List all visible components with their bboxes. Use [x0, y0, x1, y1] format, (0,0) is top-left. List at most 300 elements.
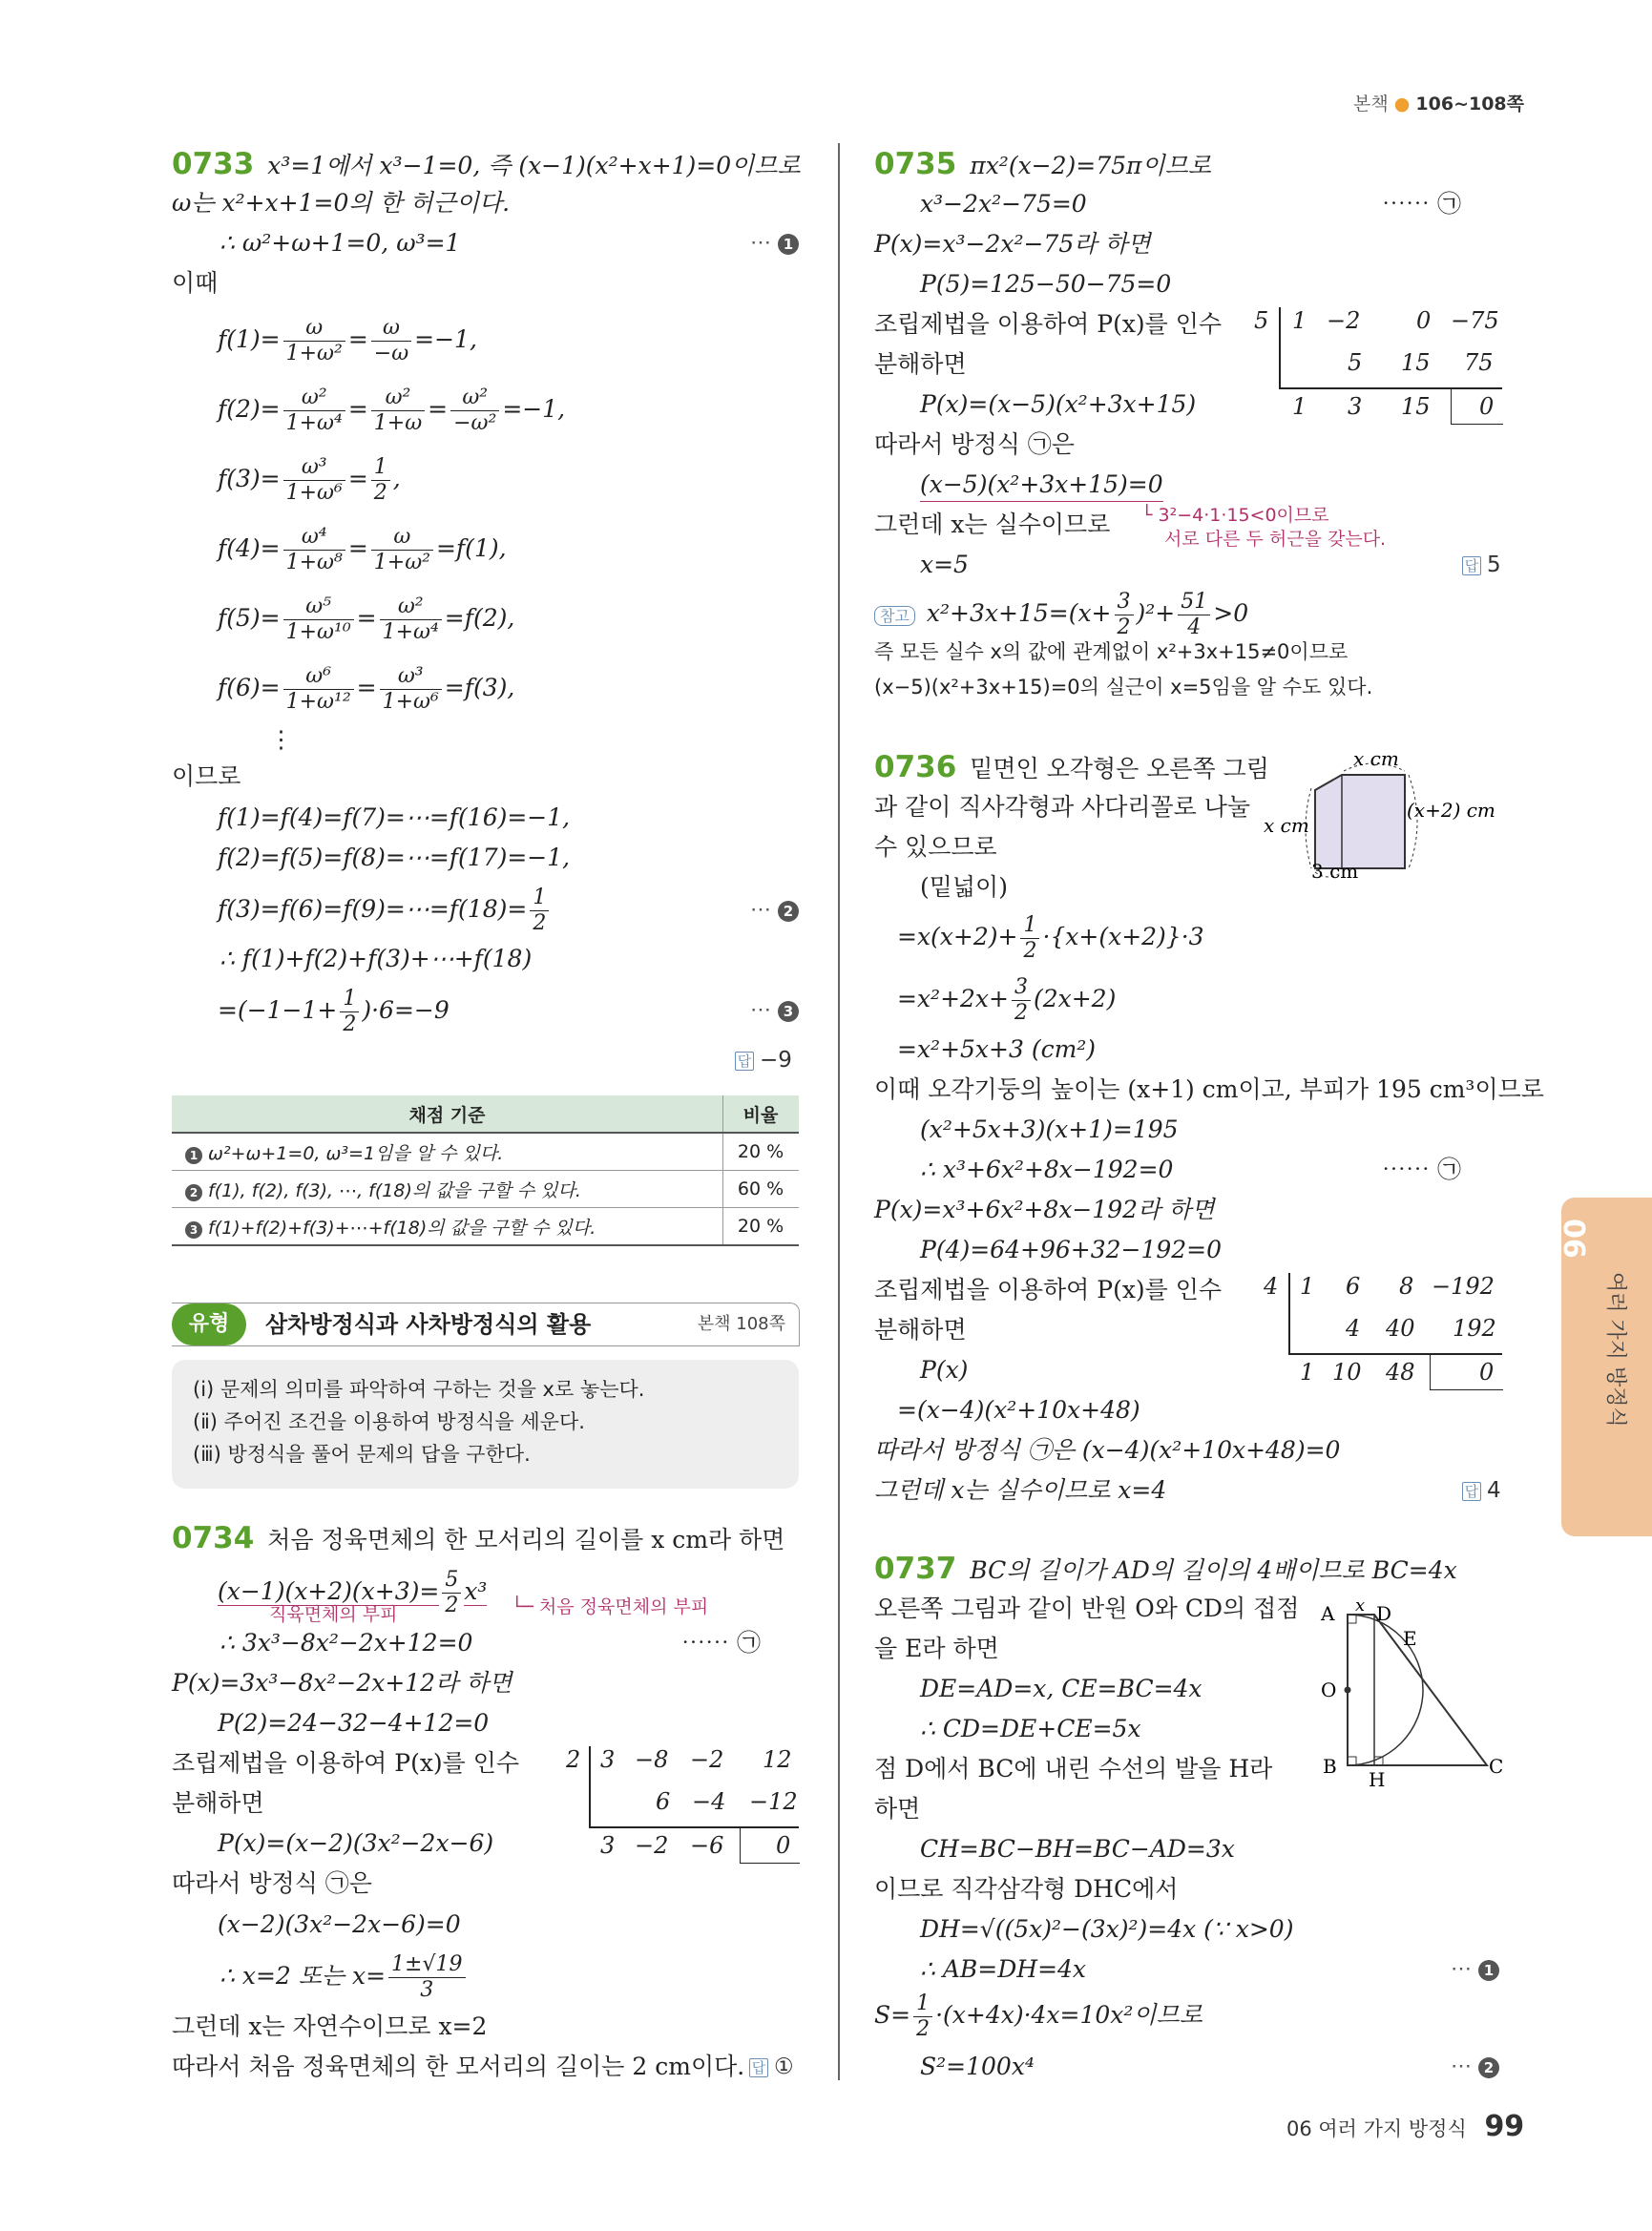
f4-frac2-bottom: 1+ω²	[373, 551, 430, 574]
syn-cell: 6	[656, 1788, 671, 1815]
p0736-line13: 조립제법을 이용하여 P(x)를 인수	[874, 1276, 1223, 1303]
criteria-text: ω²+ω+1=0, ω³=1임을 알 수 있다.	[208, 1142, 504, 1164]
p0734-line8: P(x)=(x−2)(3x²−2x−6)	[218, 1829, 494, 1857]
f2-frac3-top: ω²	[450, 386, 499, 411]
line6-frac-bottom: 2	[1014, 1001, 1028, 1025]
p0736-line16: =(x−4)(x²+10x+48)	[897, 1396, 1140, 1424]
f2-frac1	[283, 386, 345, 436]
syn-cell: 1	[1292, 307, 1307, 334]
row-marker: 1	[185, 1147, 202, 1164]
p0735-note1: └ 3²−4·1·15<0이므로	[1141, 505, 1329, 526]
answer-icon: 답	[1462, 556, 1481, 575]
f4-frac1	[283, 525, 345, 575]
p0737-line8: CH=BC−BH=BC−AD=3x	[920, 1835, 1235, 1863]
ratio-cell: 20 %	[723, 1133, 800, 1171]
line10-frac	[340, 987, 359, 1037]
f1-line: f(1)= $\frac{\omega}{\text{1+ω²}}$ = $\frac{\omega}{-\omega}$ =−1,	[218, 316, 477, 365]
line10-frac-bottom: 2	[343, 1012, 357, 1036]
header-pages: 106~108쪽	[1415, 94, 1525, 115]
p0735-ref-line3: (x−5)(x²+3x+15)=0의 실근이 x=5임을 알 수도 있다.	[874, 676, 1373, 698]
p0736-line12: P(4)=64+96+32−192=0	[920, 1236, 1223, 1263]
p0736-line11: P(x)=x³+6x²+8x−192라 하면	[874, 1196, 1215, 1223]
p0735-line1	[874, 148, 1211, 182]
p0733-mark2	[750, 894, 799, 927]
answer-icon: 답	[735, 1052, 754, 1071]
ref-frac2-top: 51	[1178, 590, 1210, 615]
p0735-note2: 서로 다른 두 허근을 갖는다.	[1164, 529, 1387, 550]
p0736-line8: 이때 오각기둥의 높이는 (x+1) cm이고, 부피가 195 cm³이므로	[874, 1075, 1544, 1103]
step-marker-1: 1	[778, 234, 799, 255]
syn-cell: −12	[749, 1788, 798, 1815]
pentagon-figure	[1262, 746, 1508, 880]
line5-frac	[1020, 913, 1039, 964]
criteria-text: f(1), f(2), f(3), ⋯, f(18)의 값을 구할 수 있다.	[208, 1179, 581, 1201]
ref-g: >0	[1213, 599, 1249, 627]
syn-cell: 192	[1453, 1315, 1496, 1342]
syn-cell: 8	[1399, 1273, 1414, 1300]
syn-k: 5	[1254, 307, 1269, 334]
f6-line: f(6)= $\frac{\text{ω⁶}}{\text{1+ω¹²}}$ = $\frac{\text{ω³}}{\text{1+ω⁶}}$ =f(3),	[218, 664, 515, 714]
f3-frac2-top: 1	[371, 455, 390, 481]
type11-step2: (ⅱ) 주어진 조건을 이용하여 방정식을 세운다.	[193, 1410, 585, 1433]
ref-frac1-bottom: 2	[1117, 615, 1131, 639]
center-O	[1345, 1687, 1351, 1694]
p0733-line3: ∴ ω²+ω+1=0, ω³=1	[220, 229, 461, 257]
p0736-line14: 분해하면	[874, 1316, 967, 1344]
syn-cell: −192	[1432, 1273, 1495, 1300]
line12-a: S=	[874, 2001, 911, 2029]
p0735-line4: P(5)=125−50−75=0	[920, 270, 1172, 298]
step-marker-1: 1	[1478, 1960, 1499, 1981]
syn-cell: −2	[1327, 307, 1361, 334]
ref-frac1	[1115, 590, 1134, 640]
p0735-line7: P(x)=(x−5)(x²+3x+15)	[920, 390, 1197, 418]
side-tab-title: 여러 가지 방정식	[1603, 1272, 1627, 1428]
syn-cell: 40	[1386, 1315, 1415, 1342]
line12-frac	[913, 1991, 932, 2042]
line12-frac-bottom: 2	[916, 2017, 931, 2041]
volume-expr: (x−1)(x+2)(x+3)=	[218, 1577, 440, 1605]
p0736-line15: P(x)	[920, 1356, 969, 1384]
label-O: O	[1321, 1678, 1337, 1701]
syn-cell: 15	[1401, 393, 1431, 420]
syn-cell: 1	[1292, 393, 1307, 420]
line6-frac-top: 3	[1012, 975, 1031, 1001]
line8-frac-top: 1	[530, 886, 549, 911]
note-cube-volume-text: 처음 정육면체의 부피	[538, 1596, 709, 1617]
p0733-answer-value: −9	[760, 1048, 792, 1073]
syn-cell: 15	[1401, 349, 1431, 376]
type11-step1: (ⅰ) 문제의 의미를 파악하여 구하는 것을 x로 놓는다.	[193, 1378, 645, 1401]
syn-cell: 4	[1346, 1315, 1361, 1342]
line5-a: =x(x+2)+	[897, 923, 1018, 950]
syn-vline	[1279, 307, 1281, 389]
f6-frac2-top: ω³	[380, 664, 442, 690]
p0734-line7: 분해하면	[172, 1789, 264, 1817]
p0737-line2: 오른쪽 그림과 같이 반원 O와 CD의 접점	[874, 1595, 1300, 1622]
line12-frac-top: 1	[913, 1991, 932, 2017]
line12-d: ·(x+4x)·4x=10x²이므로	[935, 2001, 1202, 2029]
ref-a: x²+3x+15=(x+	[926, 599, 1112, 627]
fig-right-label: (x+2) cm	[1407, 799, 1495, 822]
p0735-line10: 그런데 x는 실수이므로	[874, 511, 1111, 538]
syn-cell: −4	[692, 1788, 726, 1815]
note-badge: 참고	[874, 606, 915, 626]
p0736-line2: 과 같이 직사각형과 사다리꼴로 나눌	[874, 793, 1251, 821]
f3-frac1-bottom: 1+ω⁶	[285, 481, 343, 505]
brace-right	[1409, 775, 1417, 868]
vertical-dots: ⋮	[269, 725, 293, 753]
syn-cell: 10	[1332, 1359, 1362, 1386]
p0736-line4: (밑넓이)	[920, 873, 1008, 901]
syn-k: 4	[1264, 1273, 1279, 1300]
p0736-line3: 수 있으므로	[874, 833, 997, 861]
problem-number-0737: 0737	[874, 1552, 957, 1586]
five-halves-bottom: 2	[445, 1594, 459, 1617]
p0737-line11: ∴ AB=DH=4x	[920, 1955, 1087, 1983]
chapter-side-tab	[1557, 1198, 1652, 1536]
right-angle-A	[1348, 1615, 1356, 1623]
pentagon-shape	[1315, 775, 1405, 868]
ref-frac1-top: 3	[1115, 590, 1134, 615]
p0733-line6: f(1)=f(4)=f(7)=⋯=f(16)=−1,	[218, 803, 571, 831]
p0735-line2: x³−2x²−75=0	[920, 190, 1087, 218]
note-cube-volume: └─ 처음 정육면체의 부피	[512, 1596, 709, 1617]
p0737-mark2	[1451, 2051, 1499, 2083]
type11-badge: 유형	[172, 1303, 246, 1345]
line5-d: ·{x+(x+2)}·3	[1042, 923, 1204, 950]
p0733-line9: ∴ f(1)+f(2)+f(3)+⋯+f(18)	[220, 945, 533, 972]
p0735-line8: 따라서 방정식 ㉠은	[874, 430, 1075, 458]
side-tab-number: 06	[1557, 1219, 1590, 1259]
f4-label: f(4)=	[218, 534, 281, 562]
scoring-table	[172, 1095, 799, 1246]
problem-number-0734: 0734	[172, 1521, 255, 1555]
footer	[1286, 2111, 1524, 2145]
scoring-table-head	[172, 1095, 799, 1133]
row-marker: 2	[185, 1184, 202, 1201]
line6-frac	[1012, 975, 1031, 1026]
syn-cell: −6	[690, 1832, 724, 1859]
p0735-tag: ⋯⋯ ㉠	[1382, 190, 1461, 218]
f4-frac2-top: ω	[371, 525, 433, 551]
p0736-line18: 그런데 x는 실수이므로 x=4	[874, 1476, 1167, 1504]
p0736-line17: 따라서 방정식 ㉠은 (x−4)(x²+10x+48)=0	[874, 1436, 1341, 1464]
p0733-line7: f(2)=f(5)=f(8)=⋯=f(17)=−1,	[218, 844, 571, 871]
syn-cell: 3	[600, 1746, 616, 1773]
p0734-line11	[220, 1949, 469, 2004]
synthetic-division-0735	[1252, 307, 1502, 431]
header-dot: ●	[1393, 94, 1411, 115]
syn-cell: 3	[1348, 393, 1363, 420]
x-cubed: x³	[464, 1577, 488, 1605]
syn-vline	[589, 1746, 591, 1828]
f6-frac2-bottom: 1+ω⁶	[382, 690, 439, 714]
p0733-mark1	[750, 227, 799, 260]
root-frac-top: 1±√19	[388, 1952, 465, 1978]
type11-steps-box	[172, 1360, 799, 1489]
f1-frac1-top: ω	[283, 316, 345, 342]
step-marker-2: 2	[778, 901, 799, 922]
f1-frac1-bottom: 1+ω²	[285, 342, 343, 365]
line5-frac-top: 1	[1020, 913, 1039, 939]
table-row	[172, 1208, 799, 1246]
ratio-cell: 20 %	[723, 1208, 800, 1246]
criteria-cell	[172, 1133, 723, 1171]
arrow: ⋯	[750, 998, 771, 1022]
answer-icon: 답	[1462, 1482, 1481, 1501]
syn-cell: 1	[1300, 1273, 1315, 1300]
p0735-answer-value: 5	[1487, 553, 1501, 577]
p0737-line10: DH=√((5x)²−(3x)²)=4x (∵ x>0)	[920, 1915, 1294, 1943]
header-ref	[1353, 88, 1524, 120]
p0735-answer	[1462, 549, 1501, 581]
syn-cell: 0	[1479, 393, 1495, 420]
line10-frac-top: 1	[340, 987, 359, 1012]
f3-end: ,	[392, 465, 401, 492]
p0734-line9: 따라서 방정식 ㉠은	[172, 1869, 372, 1897]
f5-frac1-top: ω⁵	[283, 594, 354, 620]
synthetic-division-0736	[1262, 1273, 1502, 1397]
line10-d: )·6=−9	[362, 996, 450, 1024]
f5-frac1-bottom: 1+ω¹⁰	[285, 620, 351, 644]
p0734-line1	[172, 1522, 784, 1556]
p0736-line5	[897, 909, 1204, 965]
p0736-line7: =x²+5x+3 (cm²)	[897, 1035, 1097, 1063]
f4-end: =f(1),	[435, 534, 507, 562]
f4-line: f(4)= $\frac{\text{ω⁴}}{\text{1+ω⁸}}$ = $\frac{\omega}{\text{1+ω²}}$ =f(1),	[218, 525, 507, 574]
p0737-line3: 을 E라 하면	[874, 1635, 999, 1662]
f3-line: f(3)= $\frac{\text{ω³}}{\text{1+ω⁶}}$ = $\frac{1}{2}$ ,	[218, 455, 401, 505]
p0737-line1	[874, 1553, 1457, 1587]
p0736-answer-value: 4	[1487, 1478, 1501, 1503]
f5-frac2-bottom: 1+ω⁴	[382, 620, 439, 644]
p0736-line1	[874, 751, 1269, 785]
step-marker-3: 3	[778, 1001, 799, 1022]
f2-line: f(2)= $\frac{\text{ω²}}{\text{1+ω⁴}}$ = $\frac{\text{ω²}}{1+\omega}$ = $\frac{\text{ω²}}{\text{−ω²}}$ =−1,	[218, 386, 566, 435]
f6-end: =f(3),	[444, 674, 515, 701]
f1-frac2-bottom: −ω	[373, 342, 409, 365]
p0733-line8	[218, 883, 552, 936]
line8-frac-bottom: 2	[533, 911, 547, 935]
f1-label: f(1)=	[218, 325, 281, 353]
f1-end: =−1,	[414, 325, 477, 353]
syn-box	[1451, 389, 1503, 425]
syn-box	[740, 1828, 800, 1864]
f5-label: f(5)=	[218, 604, 281, 632]
f1-frac2-top: ω	[371, 316, 411, 342]
f2-frac2	[371, 386, 425, 436]
p0734-tag: ⋯⋯ ㉠	[681, 1629, 761, 1657]
p0734-line3: ∴ 3x³−8x²−2x+12=0	[220, 1629, 473, 1657]
f6-frac1-bottom: 1+ω¹²	[285, 690, 351, 714]
f3-frac2	[371, 455, 390, 506]
p0734-line5: P(2)=24−32−4+12=0	[218, 1709, 490, 1737]
note-cuboid-volume: 직육면체의 부피	[269, 1604, 398, 1625]
p0734-line10: (x−2)(3x²−2x−6)=0	[218, 1910, 461, 1938]
f3-frac1	[283, 455, 345, 506]
p0734-line12: 그런데 x는 자연수이므로 x=2	[172, 2012, 488, 2040]
ref-frac2	[1178, 590, 1210, 640]
f5-frac2	[380, 594, 442, 645]
f6-frac2	[380, 664, 442, 715]
synthetic-division-0734	[558, 1746, 799, 1870]
p0736-text1: 밑면인 오각형은 오른쪽 그림	[970, 755, 1269, 782]
p0736-line6	[897, 971, 1116, 1027]
syn-cell: −2	[635, 1832, 669, 1859]
five-halves	[442, 1568, 461, 1618]
label-E: E	[1403, 1627, 1417, 1650]
table-row	[172, 1133, 799, 1171]
p0736-answer	[1462, 1474, 1501, 1507]
p0737-line6: 점 D에서 BC에 내린 수선의 발을 H라	[874, 1755, 1273, 1783]
line11-a: ∴ x=2 또는 x=	[220, 1962, 387, 1990]
fig-bottom-label: 3 cm	[1311, 860, 1359, 880]
p0736-line10: ∴ x³+6x²+8x−192=0	[920, 1156, 1174, 1183]
p0733-line1	[172, 148, 801, 182]
p0737-line9: 이므로 직각삼각형 DHC에서	[874, 1875, 1179, 1903]
syn-cell: 12	[763, 1746, 792, 1773]
f6-frac1	[283, 664, 354, 715]
p0735-line9: (x−5)(x²+3x+15)=0	[920, 469, 1163, 502]
syn-cell: 0	[1416, 307, 1432, 334]
answer-icon: 답	[749, 2058, 768, 2077]
p0735-ref-line2: 즉 모든 실수 x의 값에 관계없이 x²+3x+15≠0이므로	[874, 640, 1349, 663]
line6-d: (2x+2)	[1033, 985, 1117, 1012]
p0737-mark1	[1451, 1953, 1499, 1986]
p0736-tag: ⋯⋯ ㉠	[1382, 1156, 1461, 1183]
syn-vline	[1288, 1273, 1290, 1355]
p0735-line3: P(x)=x³−2x²−75라 하면	[874, 230, 1151, 258]
ref-d: )²+	[1136, 599, 1176, 627]
f2-frac3-bottom: −ω²	[453, 411, 497, 435]
f2-frac2-bottom: 1+ω	[373, 411, 423, 435]
p0733-line8-text: f(3)=f(6)=f(9)=⋯=f(18)=	[218, 895, 528, 923]
p0734-line4: P(x)=3x³−8x²−2x+12라 하면	[172, 1669, 512, 1697]
line6-a: =x²+2x+	[897, 985, 1009, 1012]
root-frac	[388, 1952, 465, 2003]
f3-frac2-bottom: 2	[373, 481, 387, 505]
p0737-line5: ∴ CD=DE+CE=5x	[920, 1715, 1141, 1742]
step-marker-2: 2	[1478, 2057, 1499, 2078]
syn-cell: 0	[776, 1832, 791, 1859]
syn-cell: 1	[1300, 1359, 1315, 1386]
arrow: ⋯	[1451, 1957, 1472, 1981]
row-marker: 3	[185, 1221, 202, 1239]
fig-left-label: x cm	[1264, 814, 1309, 837]
line8-frac	[530, 886, 549, 936]
footer-chapter: 06 여러 가지 방정식	[1286, 2117, 1467, 2140]
problem-number-0733: 0733	[172, 147, 255, 181]
f2-label: f(2)=	[218, 395, 281, 423]
p0734-text1: 처음 정육면체의 한 모서리의 길이를 x cm라 하면	[267, 1526, 785, 1553]
col-criteria: 채점 기준	[172, 1095, 723, 1133]
p0734-line6: 조립제법을 이용하여 P(x)를 인수	[172, 1749, 520, 1777]
f6-frac1-top: ω⁶	[283, 664, 354, 690]
p0734-line13: 따라서 처음 정육면체의 한 모서리의 길이는 2 cm이다.	[172, 2053, 745, 2080]
p0733-line10	[218, 983, 450, 1038]
p0735-line5: 조립제법을 이용하여 P(x)를 인수	[874, 310, 1223, 338]
criteria-text: f(1)+f(2)+f(3)+⋯+f(18)의 값을 구할 수 있다.	[208, 1217, 596, 1239]
f2-frac3	[450, 386, 499, 436]
p0734-answer-value: ①	[774, 2054, 794, 2079]
f5-end: =f(2),	[444, 604, 515, 632]
line5-frac-bottom: 2	[1023, 939, 1037, 963]
syn-cell: 75	[1464, 349, 1494, 376]
p0737-line13: S²=100x⁴	[920, 2053, 1035, 2080]
p0735-text1: πx²(x−2)=75π이므로	[970, 152, 1211, 179]
p0737-text1: BC의 길이가 AD의 길이의 4배이므로 BC=4x	[970, 1556, 1457, 1584]
syn-cell: 48	[1386, 1359, 1415, 1386]
p0736-line9: (x²+5x+3)(x+1)=195	[920, 1116, 1179, 1143]
syn-k: 2	[566, 1746, 581, 1773]
problem-number-0736: 0736	[874, 750, 957, 784]
label-D: D	[1376, 1602, 1392, 1625]
p0733-answer	[735, 1044, 792, 1076]
f4-frac1-top: ω⁴	[283, 525, 345, 551]
line10-a: =(−1−1+	[218, 996, 338, 1024]
arrow: ⋯	[750, 898, 771, 922]
label-H: H	[1369, 1768, 1386, 1791]
fig-top-label: x cm	[1353, 747, 1399, 770]
syn-cell: 5	[1348, 349, 1363, 376]
type11-title: 삼차방정식과 사차방정식의 활용	[265, 1311, 592, 1338]
p0735-note1-text: 3²−4·1·15<0이므로	[1158, 505, 1329, 526]
label-A: A	[1321, 1602, 1335, 1625]
f2-end: =−1,	[502, 395, 566, 423]
page-number: 99	[1484, 2110, 1525, 2143]
header-book: 본책	[1353, 94, 1389, 115]
arrow: ⋯	[750, 231, 771, 255]
trapezoid-semicircle-figure	[1315, 1595, 1506, 1791]
ref-frac2-bottom: 4	[1187, 615, 1202, 639]
syn-cell: −2	[690, 1746, 724, 1773]
p0733-text1: x³=1에서 x³−1=0, 즉 (x−1)(x²+x+1)=0이므로	[267, 152, 801, 179]
p0735-line11: x=5	[920, 551, 969, 578]
f4-frac2	[371, 525, 433, 575]
five-halves-top: 5	[442, 1568, 461, 1594]
p0734-answer	[749, 2051, 794, 2083]
table-row	[172, 1171, 799, 1208]
arrow: ⋯	[1451, 2054, 1472, 2078]
f2-frac1-bottom: 1+ω⁴	[285, 411, 343, 435]
p0737-line7: 하면	[874, 1795, 921, 1823]
f1-frac2	[371, 316, 411, 366]
f3-label: f(3)=	[218, 465, 281, 492]
p0735-line6: 분해하면	[874, 350, 967, 378]
p0737-line4: DE=AD=x, CE=BC=4x	[920, 1675, 1202, 1702]
type11-step3: (ⅲ) 방정식을 풀어 문제의 답을 구한다.	[193, 1443, 531, 1466]
trapezoid-shape	[1348, 1615, 1487, 1765]
f6-label: f(6)=	[218, 674, 281, 701]
root-frac-bottom: 3	[420, 1978, 434, 2002]
column-divider	[838, 143, 840, 2080]
f5-frac1	[283, 594, 354, 645]
f5-frac2-top: ω²	[380, 594, 442, 620]
p0737-line12	[874, 1988, 1202, 2043]
problem-number-0735: 0735	[874, 147, 957, 181]
syn-cell: 0	[1479, 1359, 1495, 1386]
ratio-cell: 60 %	[723, 1171, 800, 1208]
criteria-cell	[172, 1208, 723, 1246]
criteria-cell	[172, 1171, 723, 1208]
syn-cell: 3	[600, 1832, 616, 1859]
f1-frac1	[283, 316, 345, 366]
label-B: B	[1323, 1755, 1337, 1778]
p0733-line2: ω는 x²+x+1=0의 한 허근이다.	[172, 189, 511, 217]
syn-cell: −8	[635, 1746, 669, 1773]
p0733-line4: 이때	[172, 269, 219, 297]
